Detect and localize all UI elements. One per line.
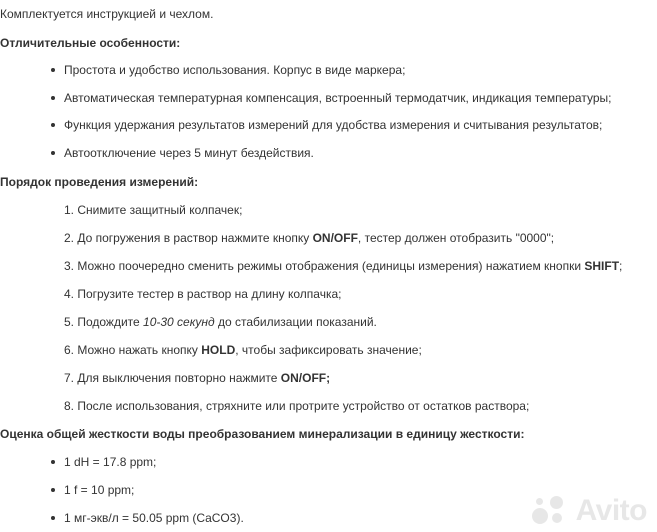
avito-watermark-text: Avito (575, 494, 647, 527)
features-list-item: Автоматическая температурная компенсация, встроенный термодатчик, индикация температуры; (64, 91, 612, 105)
procedure-step: 6. Можно нажать кнопку HOLD, чтобы зафиксировать значение; (64, 343, 422, 357)
hardness-list-item: 1 мг-экв/л = 50.05 ppm (CaCO3). (64, 511, 244, 525)
procedure-step: 7. Для выключения повторно нажмите ON/OFF; (64, 371, 331, 385)
procedure-step: 3. Можно поочередно сменить режимы отображения (единицы измерения) нажатием кнопки SHIFT; (64, 259, 623, 273)
procedure-step: 1. Снимите защитный колпачек; (64, 203, 243, 217)
avito-logo-icon (530, 494, 570, 528)
button-name: ON/OFF; (280, 371, 331, 385)
features-list-item: Простота и удобство использования. Корпус в виде маркера; (64, 63, 406, 77)
procedure-heading: Порядок проведения измерений: (0, 175, 199, 189)
procedure-step: 4. Погрузите тестер в раствор на длину колпачка; (64, 287, 342, 301)
hardness-list-item: 1 f = 10 ppm; (64, 483, 135, 497)
intro-text: Комплектуется инструкцией и чехлом. (0, 7, 214, 21)
features-heading: Отличительные особенности: (0, 36, 181, 50)
hardness-heading: Оценка общей жесткости воды преобразованием минерализации в единицу жесткости: (0, 427, 525, 441)
features-list-item: Автоотключение через 5 минут бездействия. (64, 146, 314, 160)
procedure-step: 5. Подождите 10-30 секунд до стабилизации показаний. (64, 315, 377, 329)
avito-watermark (530, 494, 647, 528)
emphasis-text: 10-30 секунд (143, 315, 215, 329)
button-name: ON/OFF (312, 231, 358, 245)
button-name: SHIFT (584, 259, 620, 273)
procedure-step: 2. До погружения в раствор нажмите кнопку ON/OFF, тестер должен отобразить "0000"; (64, 231, 555, 245)
button-name: HOLD (201, 343, 236, 357)
features-list-item: Функция удержания результатов измерений для удобства измерения и считывания результатов; (64, 118, 603, 132)
procedure-step: 8. После использования, стряхните или протрите устройство от остатков раствора; (64, 399, 530, 413)
hardness-list-item: 1 dH = 17.8 ppm; (64, 455, 157, 469)
